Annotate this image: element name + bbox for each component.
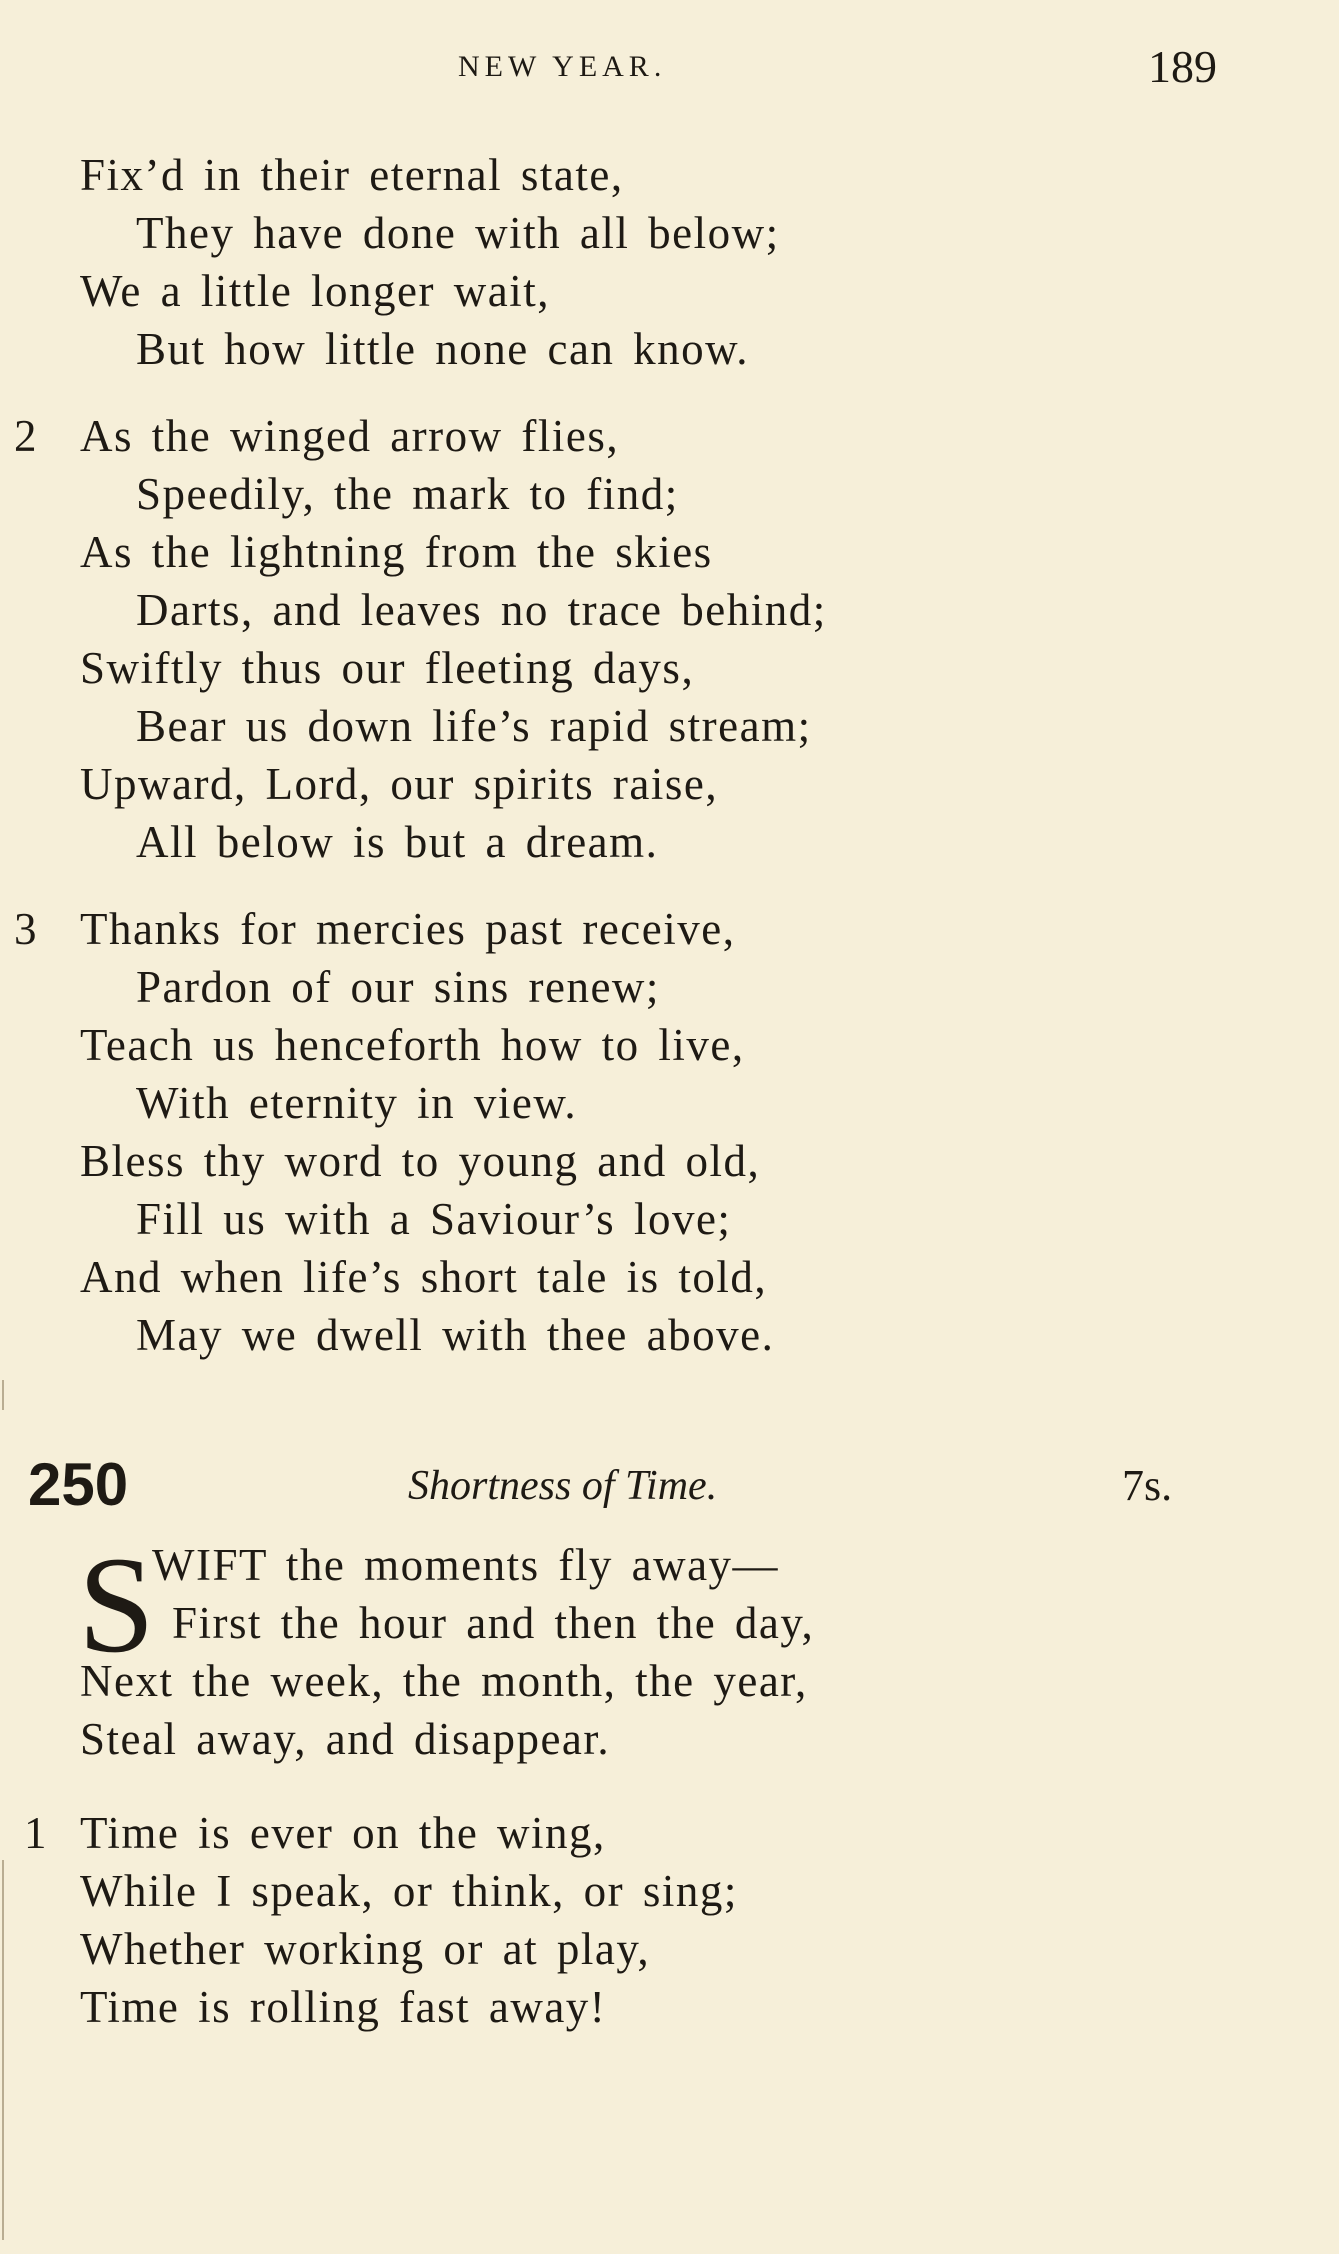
page-number: 189 (1148, 41, 1217, 92)
page-edge-mark (2, 1380, 4, 1410)
verse-line: They have done with all below; (136, 208, 780, 258)
running-title: NEW YEAR. (458, 50, 667, 83)
verse-line: Swiftly thus our fleeting days, (80, 643, 695, 693)
stanza-number: 3 (14, 904, 37, 954)
verse-line: We a little longer wait, (80, 266, 550, 316)
verse-line: Bear us down life’s rapid stream; (136, 701, 812, 751)
stanza-number: 2 (14, 411, 37, 461)
verse-line: Next the week, the month, the year, (80, 1656, 808, 1706)
verse-line: As the lightning from the skies (80, 527, 713, 577)
stanza-number: 1 (24, 1808, 47, 1858)
verse-line: Whether working or at play, (80, 1924, 651, 1974)
verse-line: Time is ever on the wing, (80, 1808, 606, 1858)
verse-line: May we dwell with thee above. (136, 1310, 775, 1360)
verse-line: And when life’s short tale is told, (80, 1252, 768, 1302)
verse-line: With eternity in view. (136, 1078, 578, 1128)
verse-line: Upward, Lord, our spirits raise, (80, 759, 719, 809)
hymn-title: Shortness of Time. (408, 1463, 718, 1509)
verse-line: Teach us henceforth how to live, (80, 1020, 745, 1070)
verse-line: Darts, and leaves no trace behind; (136, 585, 827, 635)
verse-line: Fix’d in their eternal state, (80, 150, 624, 200)
drop-cap: S (78, 1528, 155, 1681)
verse-line: All below is but a dream. (136, 817, 659, 867)
verse-line: Steal away, and disappear. (80, 1714, 611, 1764)
running-head (0, 40, 1339, 90)
verse-line: Fill us with a Saviour’s love; (136, 1194, 732, 1244)
hymn-number: 250 (28, 1451, 129, 1518)
verse-line: First the hour and then the day, (172, 1598, 815, 1648)
verse-line: Thanks for mercies past receive, (80, 904, 736, 954)
verse-line: Speedily, the mark to find; (136, 469, 679, 519)
verse-line: WIFT the moments fly away— (152, 1540, 780, 1590)
verse-line: While I speak, or think, or sing; (80, 1866, 738, 1916)
hymn-meter: 7s. (1122, 1461, 1173, 1510)
verse-line: Bless thy word to young and old, (80, 1136, 761, 1186)
verse-line: But how little none can know. (136, 324, 749, 374)
verse-line: As the winged arrow flies, (80, 411, 620, 461)
verse-line: Time is rolling fast away! (80, 1982, 607, 2032)
verse-line: Pardon of our sins renew; (136, 962, 660, 1012)
page-edge-mark (2, 1860, 4, 2240)
